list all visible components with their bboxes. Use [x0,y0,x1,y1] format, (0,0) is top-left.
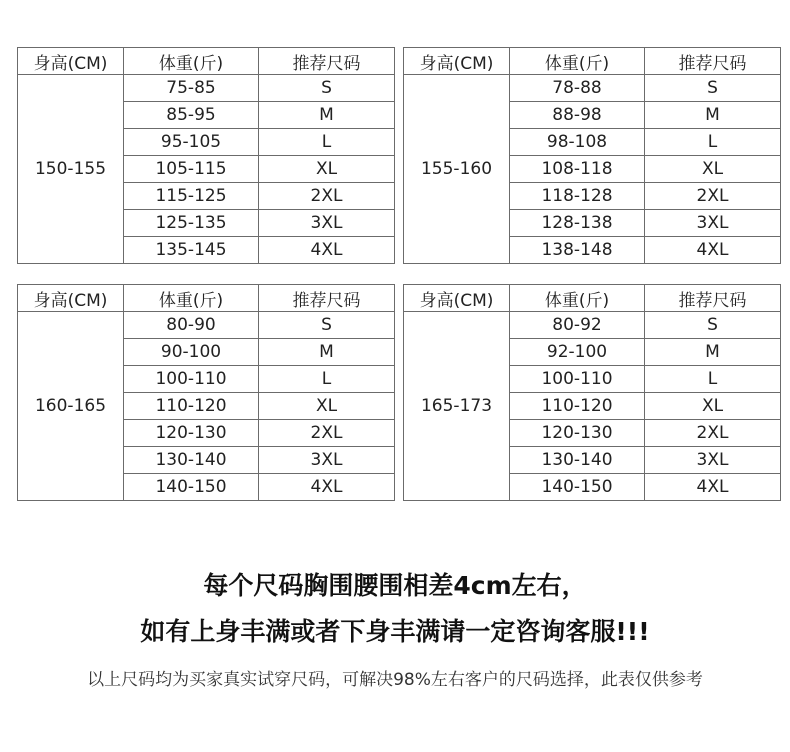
size-cell: L [645,129,781,156]
weight-cell: 110-120 [510,393,645,420]
size-cell: M [259,102,395,129]
size-table-3 [17,284,395,501]
weight-cell: 85-95 [124,102,259,129]
size-cell: 3XL [259,210,395,237]
weight-cell: 88-98 [510,102,645,129]
size-cell: 3XL [645,447,781,474]
size-cell: L [259,366,395,393]
weight-cell: 98-108 [510,129,645,156]
size-cell: XL [645,393,781,420]
header-height: 身高(CM) [18,285,124,312]
size-cell: XL [259,156,395,183]
size-cell: 2XL [645,183,781,210]
weight-cell: 105-115 [124,156,259,183]
size-cell: M [645,102,781,129]
weight-cell: 75-85 [124,75,259,102]
size-cell: M [645,339,781,366]
weight-cell: 125-135 [124,210,259,237]
table-row [404,312,781,339]
size-table-2 [403,47,781,264]
weight-cell: 135-145 [124,237,259,264]
header-height: 身高(CM) [404,48,510,75]
header-weight: 体重(斤) [124,48,259,75]
size-cell: S [645,75,781,102]
header-weight: 体重(斤) [124,285,259,312]
header-height: 身高(CM) [18,48,124,75]
table-header-row [18,285,395,312]
weight-cell: 110-120 [124,393,259,420]
header-weight: 体重(斤) [510,48,645,75]
header-weight: 体重(斤) [510,285,645,312]
weight-cell: 140-150 [124,474,259,501]
weight-cell: 115-125 [124,183,259,210]
table-header-row [18,48,395,75]
table-row [18,75,395,102]
weight-cell: 138-148 [510,237,645,264]
weight-cell: 120-130 [124,420,259,447]
weight-cell: 90-100 [124,339,259,366]
table-header-row [404,285,781,312]
header-size: 推荐尺码 [645,48,781,75]
height-range-cell: 165-173 [404,312,510,501]
height-range-cell: 150-155 [18,75,124,264]
header-size: 推荐尺码 [259,285,395,312]
note-line-1: 每个尺码胸围腰围相差4cm左右， [203,571,587,600]
weight-cell: 140-150 [510,474,645,501]
weight-cell: 100-110 [510,366,645,393]
weight-cell: 78-88 [510,75,645,102]
size-table-4 [403,284,781,501]
weight-cell: 128-138 [510,210,645,237]
size-cell: XL [645,156,781,183]
size-cell: 3XL [259,447,395,474]
size-cell: 4XL [645,474,781,501]
size-cell: 2XL [259,183,395,210]
weight-cell: 118-128 [510,183,645,210]
size-cell: S [645,312,781,339]
size-cell: S [259,312,395,339]
weight-cell: 130-140 [124,447,259,474]
weight-cell: 80-90 [124,312,259,339]
weight-cell: 95-105 [124,129,259,156]
weight-cell: 130-140 [510,447,645,474]
header-size: 推荐尺码 [645,285,781,312]
note-line-2: 如有上身丰满或者下身丰满请一定咨询客服!!! [140,617,650,646]
table-header-row [404,48,781,75]
weight-cell: 108-118 [510,156,645,183]
size-cell: S [259,75,395,102]
size-cell: 2XL [259,420,395,447]
size-cell: 3XL [645,210,781,237]
table-row [18,312,395,339]
size-cell: 2XL [645,420,781,447]
size-cell: XL [259,393,395,420]
size-table-1 [17,47,395,264]
size-cell: 4XL [645,237,781,264]
weight-cell: 80-92 [510,312,645,339]
weight-cell: 92-100 [510,339,645,366]
size-cell: 4XL [259,474,395,501]
size-cell: M [259,339,395,366]
footnote: 以上尺码均为买家真实试穿尺码，可解决98%左右客户的尺码选择，此表仅供参考 [87,670,703,690]
size-cell: L [259,129,395,156]
header-height: 身高(CM) [404,285,510,312]
weight-cell: 100-110 [124,366,259,393]
size-cell: L [645,366,781,393]
table-row [404,75,781,102]
height-range-cell: 160-165 [18,312,124,501]
weight-cell: 120-130 [510,420,645,447]
height-range-cell: 155-160 [404,75,510,264]
header-size: 推荐尺码 [259,48,395,75]
size-cell: 4XL [259,237,395,264]
